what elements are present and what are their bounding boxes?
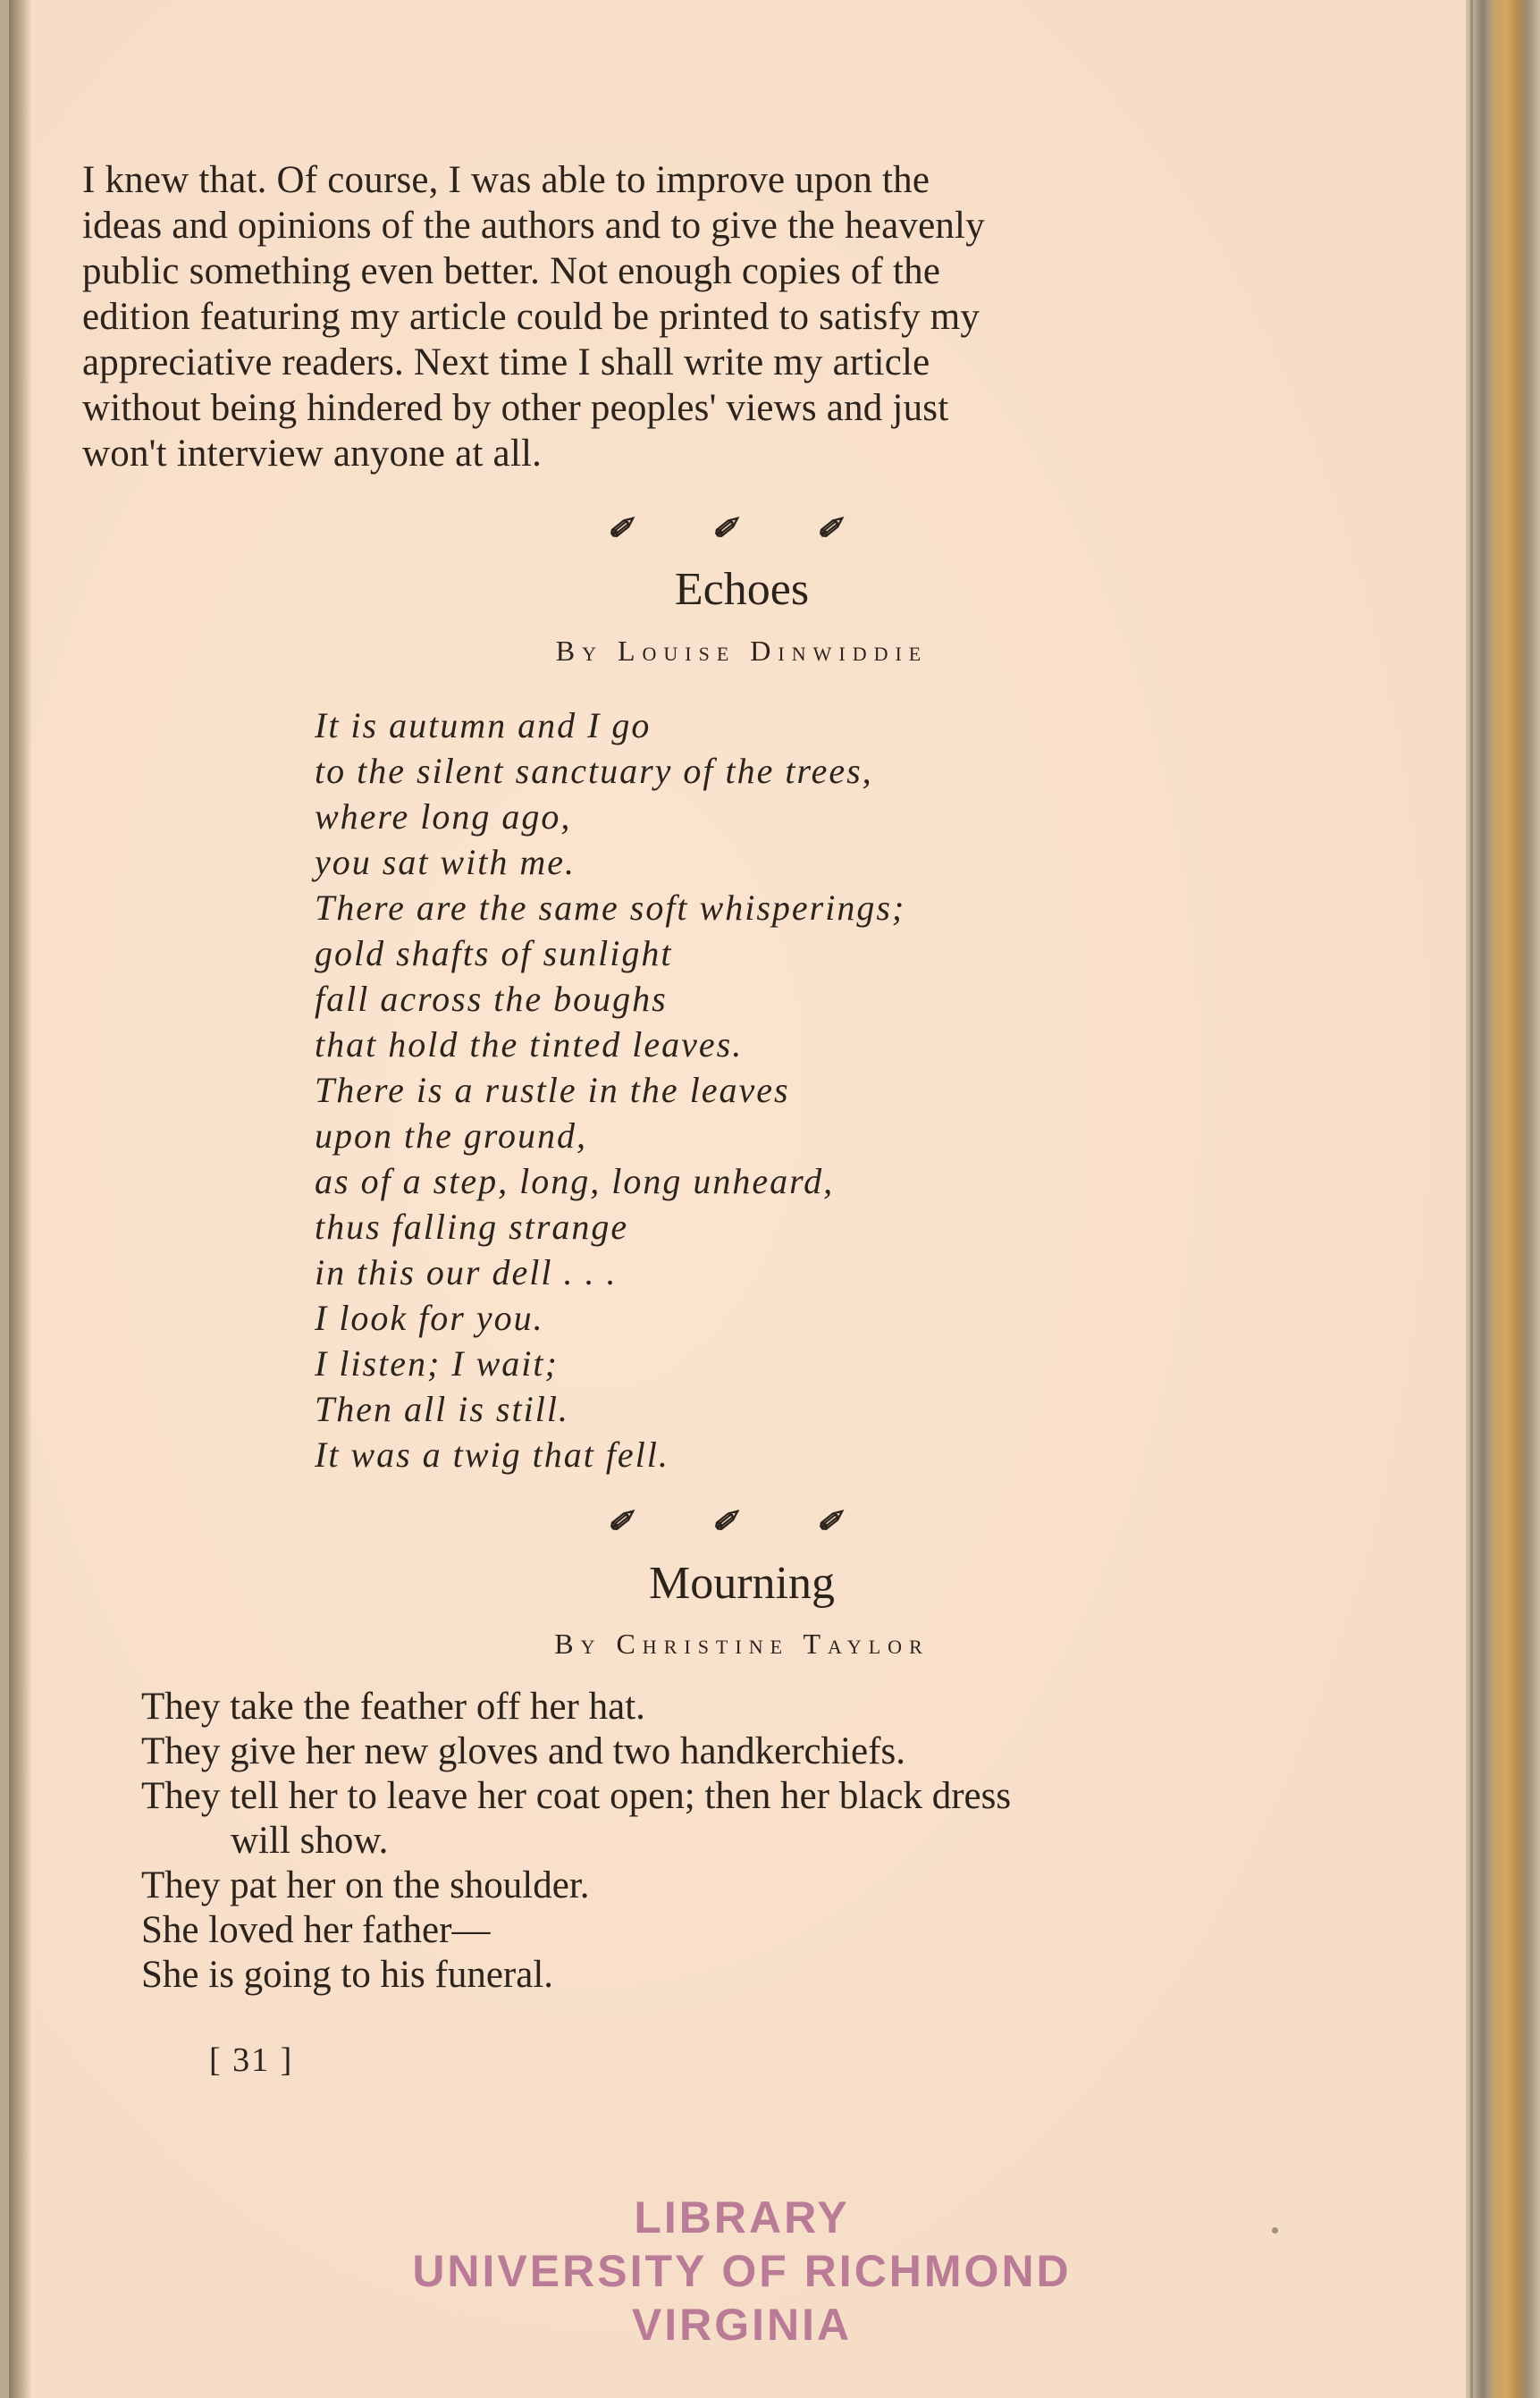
byline-echoes: By Louise Dinwiddie bbox=[555, 635, 929, 667]
poem-line: as of a step, long, long unheard, bbox=[315, 1161, 835, 1201]
poem-title-echoes: Echoes bbox=[674, 564, 810, 615]
prose-line: won't interview anyone at all. bbox=[82, 433, 543, 475]
poem-line: It is autumn and I go bbox=[315, 705, 652, 745]
library-stamp-line: LIBRARY bbox=[634, 2192, 850, 2242]
prose-paragraph bbox=[82, 157, 1217, 476]
library-stamp-line: VIRGINIA bbox=[631, 2300, 853, 2350]
prose-line: without being hindered by other peoples' views and just bbox=[82, 387, 949, 429]
poem-line: where long ago, bbox=[315, 796, 572, 837]
poem-line: to the silent sanctuary of the trees, bbox=[315, 751, 873, 791]
poem-line: gold shafts of sunlight bbox=[315, 933, 673, 973]
poem-line: There are the same soft whisperings; bbox=[315, 888, 906, 928]
poem-mourning bbox=[141, 1685, 1011, 1998]
byline-mourning: By Christine Taylor bbox=[554, 1628, 930, 1660]
section-ornament: ✐ ✐ ✐ bbox=[606, 1506, 878, 1539]
poem-line: upon the ground, bbox=[315, 1115, 587, 1156]
poem-line: that hold the tinted leaves. bbox=[315, 1024, 744, 1064]
poem-line: It was a twig that fell. bbox=[315, 1435, 669, 1475]
library-stamp-line: UNIVERSITY OF RICHMOND bbox=[412, 2246, 1072, 2296]
page-number: [ 31 ] bbox=[209, 2041, 294, 2079]
poem-line: thus falling strange bbox=[315, 1207, 629, 1247]
binding-shadow bbox=[1470, 0, 1473, 2398]
section-ornament: ✐ ✐ ✐ bbox=[606, 513, 878, 546]
poem-line: They tell her to leave her coat open; then her black dress bbox=[141, 1775, 1012, 1817]
poem-line: you sat with me. bbox=[315, 842, 576, 882]
prose-line: I knew that. Of course, I was able to improve upon the bbox=[82, 159, 930, 201]
poem-line: She loved her father— bbox=[141, 1909, 491, 1951]
poem-line: There is a rustle in the leaves bbox=[315, 1070, 790, 1110]
prose-line: ideas and opinions of the authors and to give the heavenly bbox=[82, 205, 985, 247]
poem-line: They pat her on the shoulder. bbox=[141, 1864, 590, 1906]
poem-line: They take the feather off her hat. bbox=[141, 1686, 645, 1728]
poem-line: in this our dell . . . bbox=[315, 1252, 618, 1292]
poem-line: I listen; I wait; bbox=[315, 1343, 559, 1384]
book-binding-edge bbox=[1466, 0, 1540, 2398]
prose-line: appreciative readers. Next time I shall write my article bbox=[82, 341, 930, 383]
poem-line: She is going to his funeral. bbox=[141, 1954, 554, 1996]
poem-line: will show. bbox=[231, 1820, 389, 1862]
poem-line: Then all is still. bbox=[315, 1389, 569, 1429]
prose-line: edition featuring my article could be printed to satisfy my bbox=[82, 296, 980, 338]
poem-title-mourning: Mourning bbox=[649, 1558, 835, 1609]
book-page bbox=[9, 0, 1475, 2398]
poem-line: fall across the boughs bbox=[315, 979, 668, 1019]
poem-echoes bbox=[315, 703, 905, 1477]
poem-line: They give her new gloves and two handkerchiefs. bbox=[141, 1730, 905, 1772]
poem-line: I look for you. bbox=[315, 1298, 544, 1338]
page-gutter-shadow bbox=[9, 0, 32, 2398]
prose-line: public something even better. Not enough copies of the bbox=[82, 250, 941, 292]
ink-speck bbox=[1272, 2227, 1278, 2234]
